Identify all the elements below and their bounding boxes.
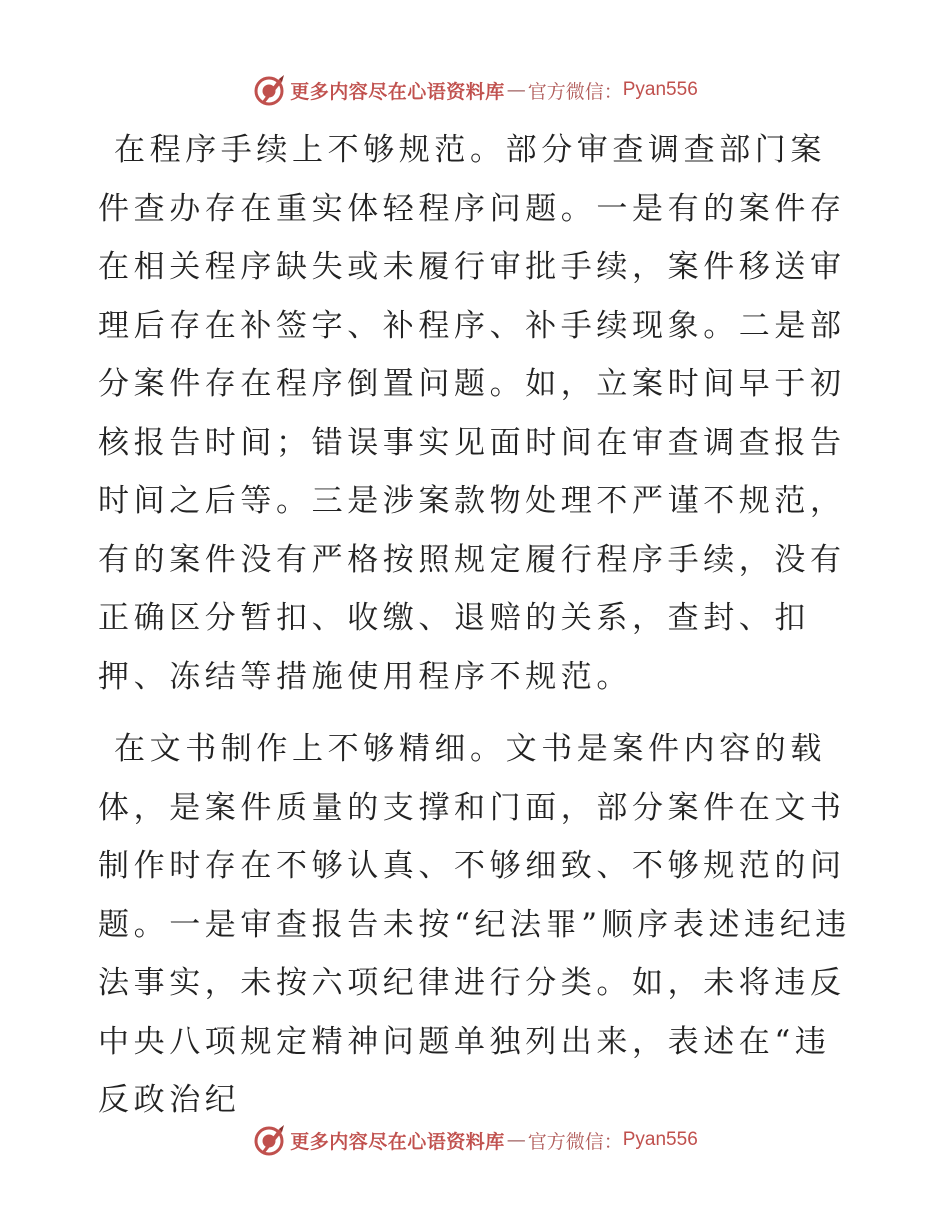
header-wechat-label: 官方微信： (527, 80, 623, 103)
document-body (98, 121, 858, 1130)
footer-brand: 更多内容尽在心语资料库 (290, 1130, 505, 1153)
paragraph-documents: 在文书制作上不够精细。文书是案件内容的载体，是案件质量的支撑和门面，部分案件在文书制作时存在不够认真、不够细致、不够规范的问题。一是审查报告未按“纪法罪”顺序表述违纪违法事实，未按六项纪律进行分类。如，未将违反中央八项规定精神问题单独列出来，表述在“违反政治纪 (98, 731, 851, 1118)
header-separator: — (506, 79, 526, 101)
header-banner (0, 70, 950, 110)
quill-circle-logo-icon (252, 73, 286, 107)
header-wechat-id: Pyan556 (622, 79, 698, 100)
header-brand: 更多内容尽在心语资料库 (290, 80, 505, 103)
footer-separator: — (506, 1129, 526, 1151)
footer-banner (0, 1120, 950, 1160)
footer-wechat-id: Pyan556 (622, 1129, 698, 1150)
footer-wechat-label: 官方微信： (527, 1130, 623, 1153)
quill-circle-logo-icon (252, 1123, 286, 1157)
paragraph-procedure: 在程序手续上不够规范。部分审查调查部门案件查办存在重实体轻程序问题。一是有的案件存在相关程序缺失或未履行审批手续，案件移送审理后存在补签字、补程序、补手续现象。二是部分案件存在程序倒置问题。如，立案时间早于初核报告时间；错误事实见面时间在审查调查报告时间之后等。三是涉案款物处理不严谨不规范，有的案件没有严格按照规定履行程序手续，没有正确区分暂扣、收缴、退赔的关系，查封、扣押、冻结等措施使用程序不规范。 (98, 132, 846, 695)
